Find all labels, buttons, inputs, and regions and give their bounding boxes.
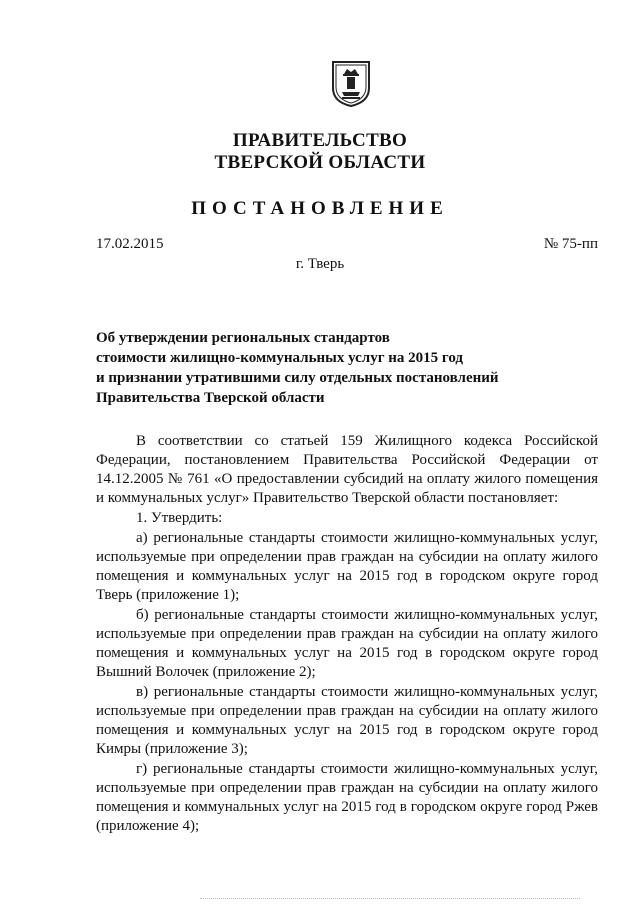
item-a-paragraph: а) региональные стандарты стоимости жилищно-коммунальных услуг, используемые при определении прав граждан на субсидии на оплату жилого помещения и коммунальных услуг на 2015 год в городском округе город Тверь (приложение 1); — [96, 530, 598, 603]
subject-line: Об утверждении региональных стандартов — [96, 330, 390, 346]
subject-line: стоимости жилищно-коммунальных услуг на 2015 год — [96, 350, 464, 366]
preamble-paragraph: В соответствии со статьей 159 Жилищного кодекса Российской Федерации, постановлением Правительства Российской Федерации от 14.12.2005 № 761 «О предоставлении субсидий на оплату жилого помещения и коммунальных услуг» Правительство Тверской области постановляет: — [96, 433, 598, 506]
tver-coat-of-arms-icon — [330, 58, 372, 108]
document-date: 17.02.2015 — [96, 236, 164, 252]
organization-name-line2: ТВЕРСКОЙ ОБЛАСТИ — [214, 152, 426, 173]
subject-line: и признании утратившими силу отдельных постановлений — [96, 370, 499, 386]
document-body — [96, 432, 598, 836]
item-b-paragraph: б) региональные стандарты стоимости жилищно-коммунальных услуг, используемые при определении прав граждан на субсидии на оплату жилого помещения и коммунальных услуг на 2015 год в городском округе город Вышний Волочек (приложение 2); — [96, 607, 598, 680]
scan-artifact-line — [200, 898, 580, 899]
subject-line: Правительства Тверской области — [96, 390, 325, 406]
document-number: № 75-пп — [543, 236, 598, 252]
document-type: ПОСТАНОВЛЕНИЕ — [191, 198, 449, 219]
item-v-paragraph: в) региональные стандарты стоимости жилищно-коммунальных услуг, используемые при определении прав граждан на субсидии на оплату жилого помещения и коммунальных услуг на 2015 год в городском округе город Кимры (приложение 3); — [96, 684, 598, 757]
item-g-paragraph: г) региональные стандарты стоимости жилищно-коммунальных услуг, используемые при определении прав граждан на субсидии на оплату жилого помещения и коммунальных услуг на 2015 год в городском округе город Ржев (приложение 4); — [96, 761, 598, 834]
document-city: г. Тверь — [295, 256, 345, 272]
item-1-paragraph: 1. Утвердить: — [136, 510, 223, 526]
organization-name-line1: ПРАВИТЕЛЬСТВО — [232, 130, 408, 151]
document-subject — [96, 328, 576, 408]
